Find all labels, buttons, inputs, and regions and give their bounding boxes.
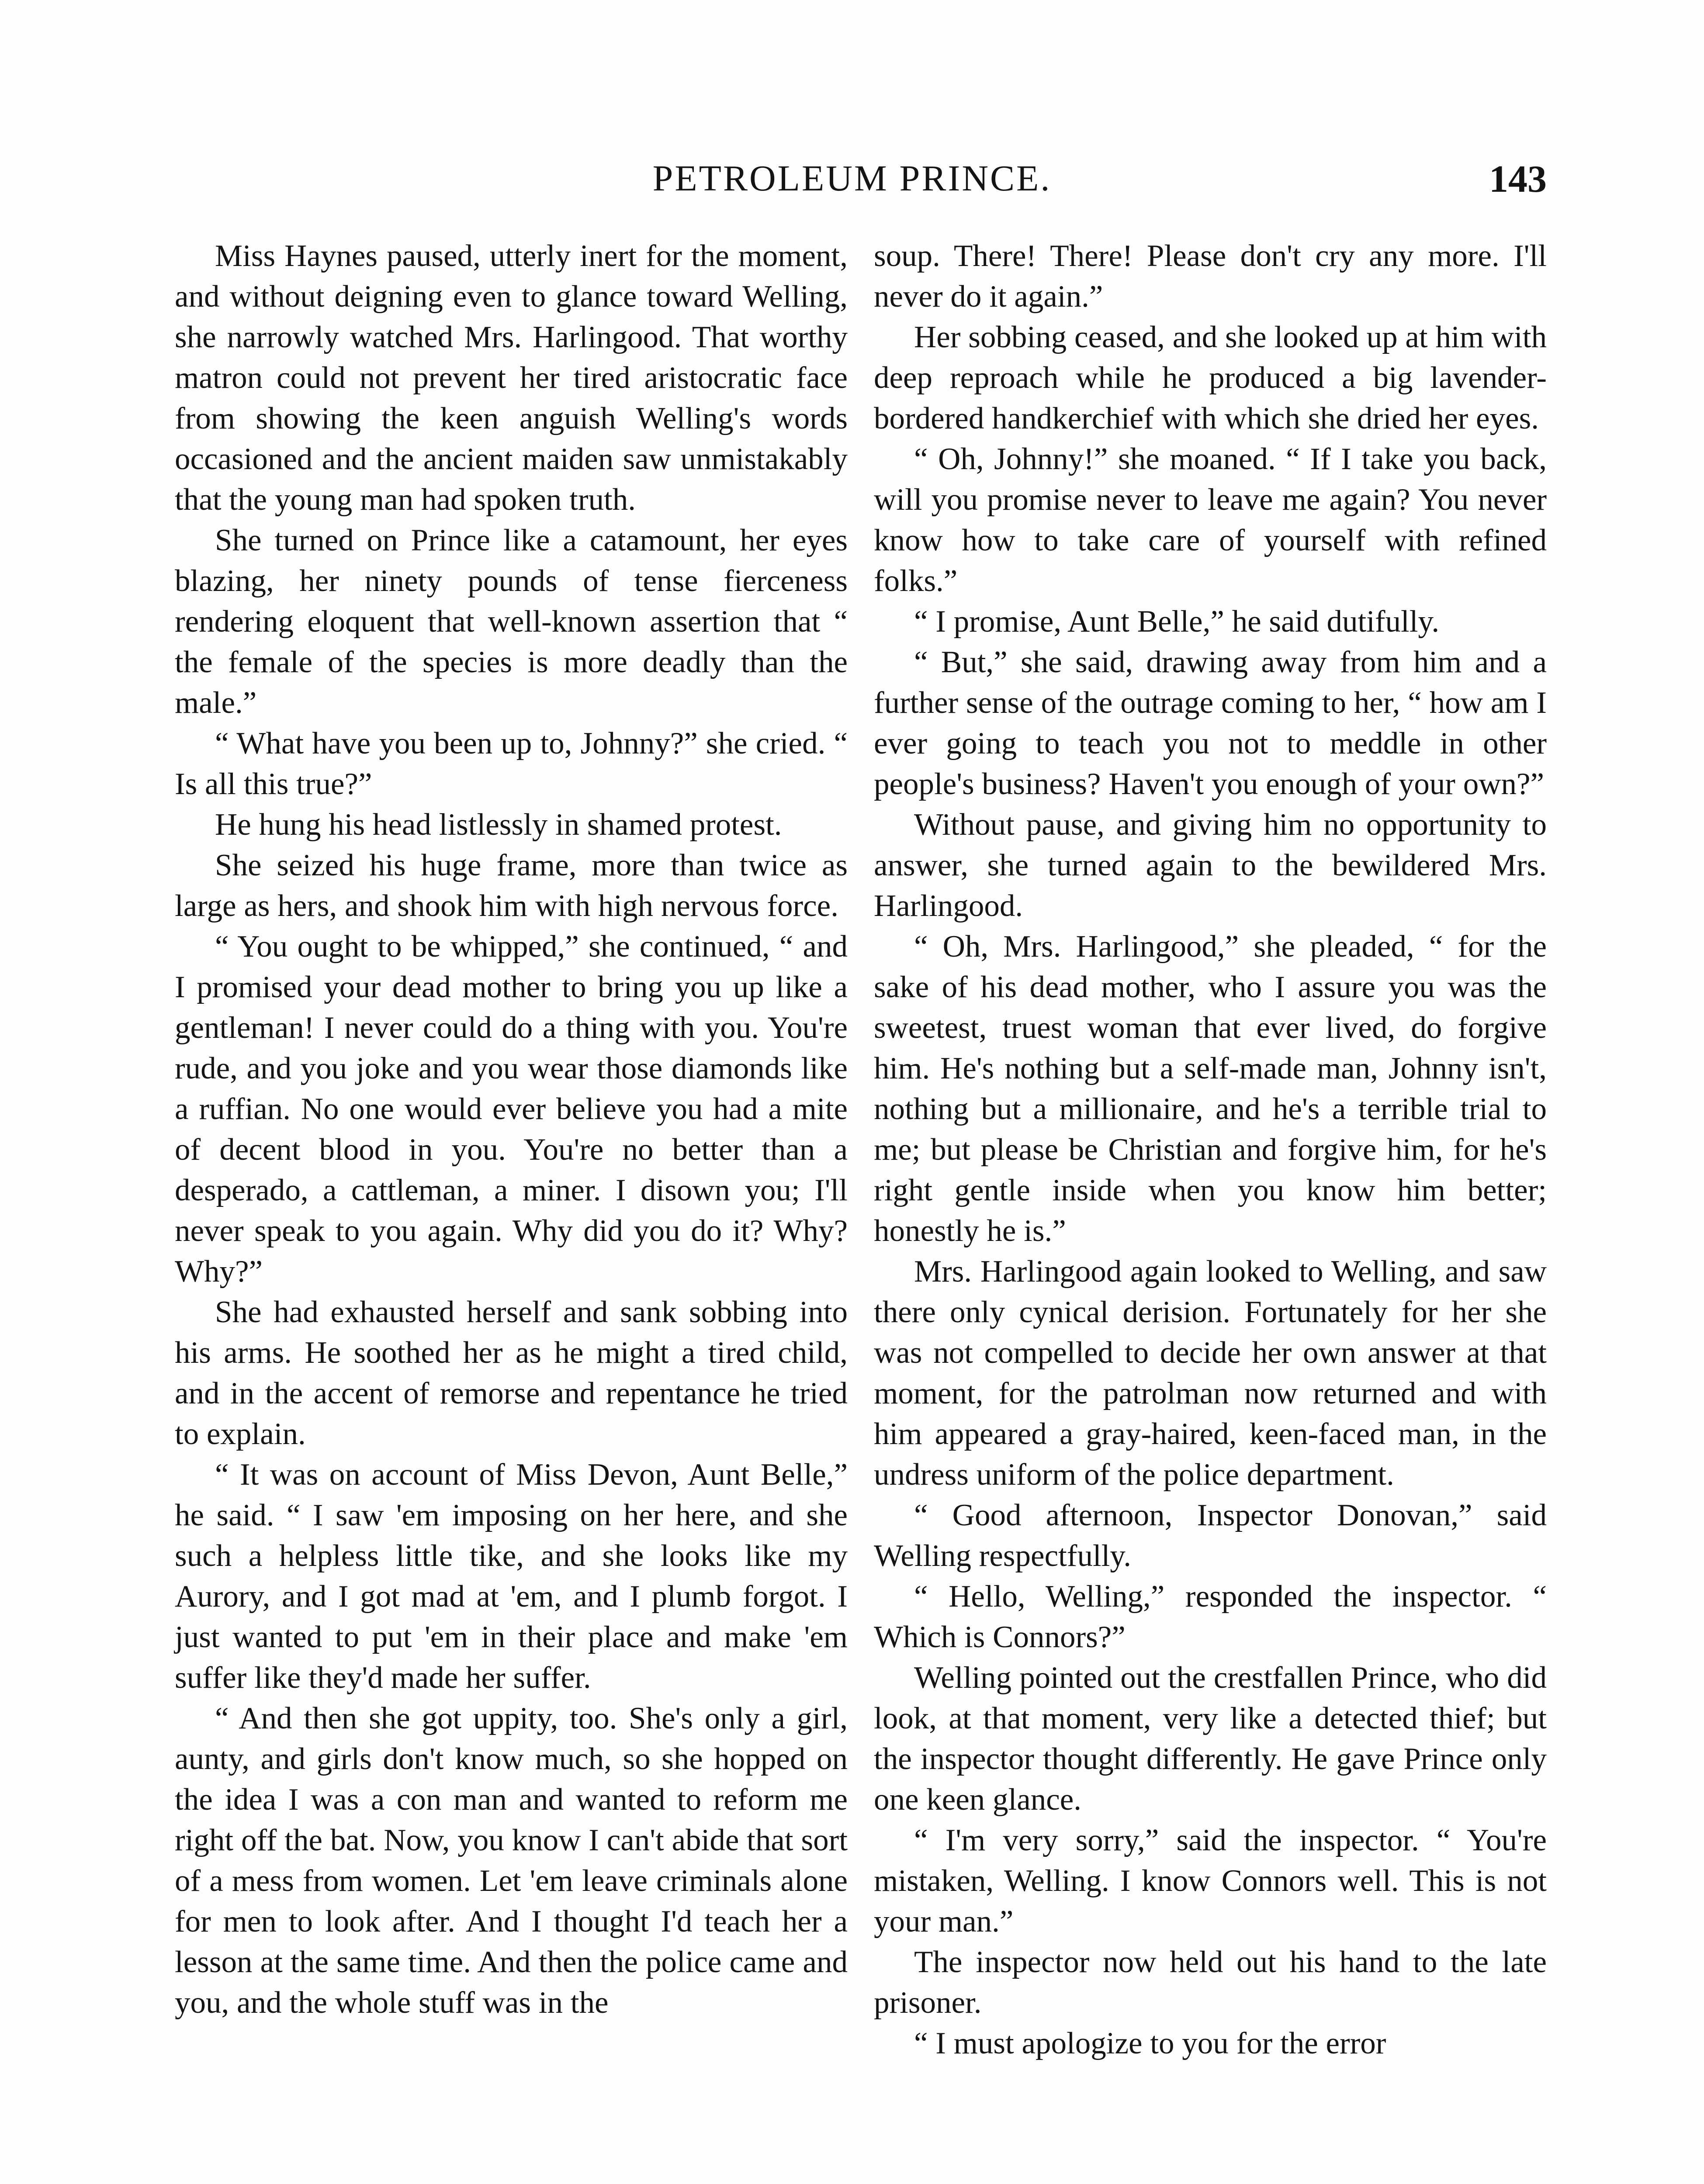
paragraph: He hung his head listlessly in shamed protest. xyxy=(215,808,782,842)
page-number: 143 xyxy=(1489,158,1547,200)
paragraph: She seized his huge frame, more than twice as large as hers, and shook him with high nervous force. xyxy=(175,848,848,923)
paragraph: She had exhausted herself and sank sobbing into his arms. He soothed her as he might a tired child, and in the accent of remorse and repentance he tried to explain. xyxy=(175,1295,848,1451)
paragraph: She turned on Prince like a catamount, her eyes blazing, her ninety pounds of tense fierceness rendering eloquent that well-known assertion that “ the female of the species is more deadly than the male.” xyxy=(175,523,848,720)
paragraph: “ It was on account of Miss Devon, Aunt Belle,” he said. “ I saw 'em imposing on her here, and she such a helpless little tike, and she looks like my Aurory, and I got mad at 'em, and I plumb forgot. I just wanted to put 'em in their place and make 'em suffer like they'd made her suffer. xyxy=(175,1458,848,1695)
paragraph: Her sobbing ceased, and she looked up at him with deep reproach while he produced a big lavender-bordered handkerchief with which she dried her eyes. xyxy=(874,320,1547,435)
text-column-right xyxy=(874,236,1547,2064)
paragraph: “ I promise, Aunt Belle,” he said dutifully. xyxy=(914,605,1440,639)
paragraph: “ You ought to be whipped,” she continued, “ and I promised your dead mother to bring you up like a gentleman! I never could do a thing with you. You're rude, and you joke and you wear those diamonds like a ruffian. No one would ever believe you had a mite of decent blood in you. You're no better than a desperado, a cattleman, a miner. I disown you; I'll never speak to you again. Why did you do it? Why? Why?” xyxy=(175,930,848,1289)
paragraph: Miss Haynes paused, utterly inert for the moment, and without deigning even to glance toward Welling, she narrowly watched Mrs. Harlingood. That worthy matron could not prevent her tired aristocratic face from showing the keen anguish Welling's words occasioned and the ancient maiden saw unmistakably that the young man had spoken truth. xyxy=(175,239,848,517)
paragraph: “ Oh, Johnny!” she moaned. “ If I take you back, will you promise never to leave me again? You never know how to take care of yourself with refined folks.” xyxy=(874,442,1547,598)
paragraph: “ I'm very sorry,” said the inspector. “ You're mistaken, Welling. I know Connors well. This is not your man.” xyxy=(874,1823,1547,1939)
paragraph: Mrs. Harlingood again looked to Welling, and saw there only cynical derision. Fortunately for her she was not compelled to decide her own answer at that moment, for the patrolman now returned and with him appeared a gray-haired, keen-faced man, in the undress uniform of the police department. xyxy=(874,1254,1547,1492)
paragraph: “ What have you been up to, Johnny?” she cried. “ Is all this true?” xyxy=(175,726,848,801)
paragraph-continued: soup. There! There! Please don't cry any more. I'll never do it again.” xyxy=(874,239,1547,314)
paragraph: “ I must apologize to you for the error xyxy=(914,2026,1386,2060)
paragraph: The inspector now held out his hand to the late prisoner. xyxy=(874,1945,1547,2020)
paragraph: “ But,” she said, drawing away from him and a further sense of the outrage coming to her, “ how am I ever going to teach you not to meddle in other people's business? Haven't you enough of your own?” xyxy=(874,645,1547,801)
paragraph: “ Hello, Welling,” responded the inspector. “ Which is Connors?” xyxy=(874,1579,1547,1654)
running-head: PETROLEUM PRINCE. xyxy=(652,158,1052,199)
page-header xyxy=(0,157,1704,210)
paragraph: “ Good afternoon, Inspector Donovan,” said Welling respectfully. xyxy=(874,1498,1547,1573)
text-column-left xyxy=(175,236,848,2023)
paragraph: “ And then she got uppity, too. She's only a girl, aunty, and girls don't know much, so she hopped on the idea I was a con man and wanted to reform me right off the bat. Now, you know I can't abide that sort of a mess from women. Let 'em leave criminals alone for men to look after. And I thought I'd teach her a lesson at the same time. And then the police came and you, and the whole stuff was in the xyxy=(175,1701,848,2020)
paragraph: “ Oh, Mrs. Harlingood,” she pleaded, “ for the sake of his dead mother, who I assure you was the sweetest, truest woman that ever lived, do forgive him. He's nothing but a self-made man, Johnny isn't, nothing but a millionaire, and he's a terrible trial to me; but please be Christian and forgive him, for he's right gentle inside when you know him better; honestly he is.” xyxy=(874,930,1547,1248)
paragraph: Welling pointed out the crestfallen Prince, who did look, at that moment, very like a detected thief; but the inspector thought differently. He gave Prince only one keen glance. xyxy=(874,1661,1547,1817)
paragraph: Without pause, and giving him no opportunity to answer, she turned again to the bewildered Mrs. Harlingood. xyxy=(874,808,1547,923)
